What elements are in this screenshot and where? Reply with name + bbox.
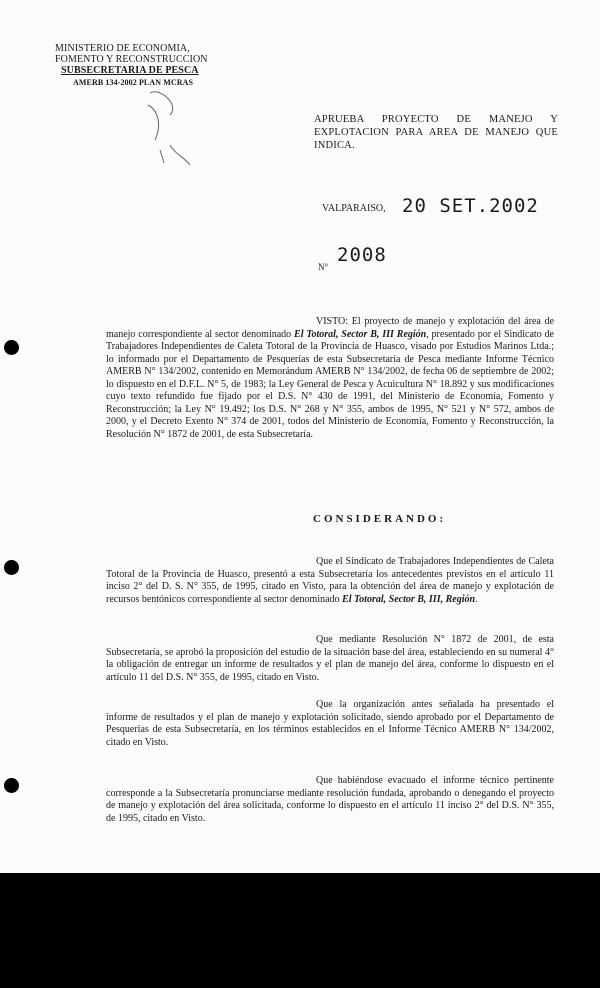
sector-name: El Totoral, Sector B, III, Región xyxy=(342,593,476,605)
sector-name: El Totoral, Sector B, III Región xyxy=(294,328,427,340)
punch-hole xyxy=(4,778,19,793)
considerando-paragraph-1: Que el Sindicato de Trabajadores Independientes de Caleta Totoral de la Provincia de Huasco, presentó a esta Subsecretaría los antecedentes previstos en el artículo 11 inciso 2° del D. S. N° 355, de 1995, citado en Visto, para la obtención del área de manejo y explotación de recursos bentónicos correspondiente al sector denominado El Totoral, Sector B, III, Región. xyxy=(106,556,554,605)
header-subsecretaria: SUBSECRETARIA DE PESCA xyxy=(61,65,199,76)
considerando-paragraph-3: Que la organización antes señalada ha presentado el informe de resultados y el plan de manejo y explotación solicitado, siendo aprobado por el Departamento de Pesquerías de esta Subsecretaría, en los términos establecidos en el Informe Técnico AMERB N° 134/2002, citado en Visto. xyxy=(106,699,554,748)
punch-hole xyxy=(4,560,19,575)
resolution-title: APRUEBA PROYECTO DE MANEJO Y EXPLOTACION PARA AREA DE MANEJO QUE INDICA. xyxy=(314,114,558,151)
considerando-paragraph-4: Que habiéndose evacuado el informe técnico pertinente corresponde a la Subsecretaría pronunciarse mediante resolución fundada, aprobando o denegando el proyecto de manejo y explotación del área solicitada, conforme lo dispuesto en el artículo 11 inciso 2° del D.S. N° 355, de 1995, citado en Visto. xyxy=(106,775,554,824)
place-label: VALPARAISO, xyxy=(322,203,386,214)
considerando-heading: CONSIDERANDO: xyxy=(313,513,447,525)
stamped-date: 20 SET.2002 xyxy=(402,195,539,217)
number-label: N° xyxy=(318,262,329,272)
signature-scribble xyxy=(140,85,200,175)
header-reference: AMERB 134-2002 PLAN MCRAS xyxy=(73,78,194,87)
visto-paragraph: VISTO: El proyecto de manejo y explotación del área de manejo correspondiente al sector denominado El Totoral, Sector B, III Región, presentado por el Sindicato de Trabajadores Independientes de Caleta Totoral de la Provincia de Huasco, visado por Estudios Marinos Ltda.; lo informado por el Departamento de Pesquerías de esta Subsecretaría de Pesca mediante Informe Técnico AMERB N° 134/2002, contenido en Memorándum AMERB N° 134/2002, de fecha 06 de septiembre de 2002; lo dispuesto en el D.F.L. N° 5, de 1983; la Ley General de Pesca y Acuicultura N° 18.892 y sus modificaciones cuyo texto refundido fue fijado por el D.S. N° 430 de 1991, del Ministerio de Economía, Fomento y Reconstrucción; la Ley N° 19.492; los D.S. N° 268 y N° 355, ambos de 1995, N° 521 y N° 572, ambos de 2000, y el Decreto Exento N° 374 de 2001, todos del Ministerio de Economía, Fomento y Reconstrucción, la Resolución N° 1872 de 2001, de esta Subsecretaría. xyxy=(106,316,554,440)
header-department: FOMENTO Y RECONSTRUCCION xyxy=(55,54,208,65)
punch-hole xyxy=(4,340,19,355)
considerando-paragraph-2: Que mediante Resolución N° 1872 de 2001, de esta Subsecretaría, se aprobó la proposición del estudio de la situación base del área, estableciendo en su numeral 4° la obligación de entregar un informe de resultados y el plan de manejo del área, conforme lo dispuesto en el artículo 11 del D.S. N° 355, de 1995, citado en Visto. xyxy=(106,634,554,683)
resolution-number: 2008 xyxy=(337,244,387,266)
header-ministry: MINISTERIO DE ECONOMIA, xyxy=(55,43,190,54)
